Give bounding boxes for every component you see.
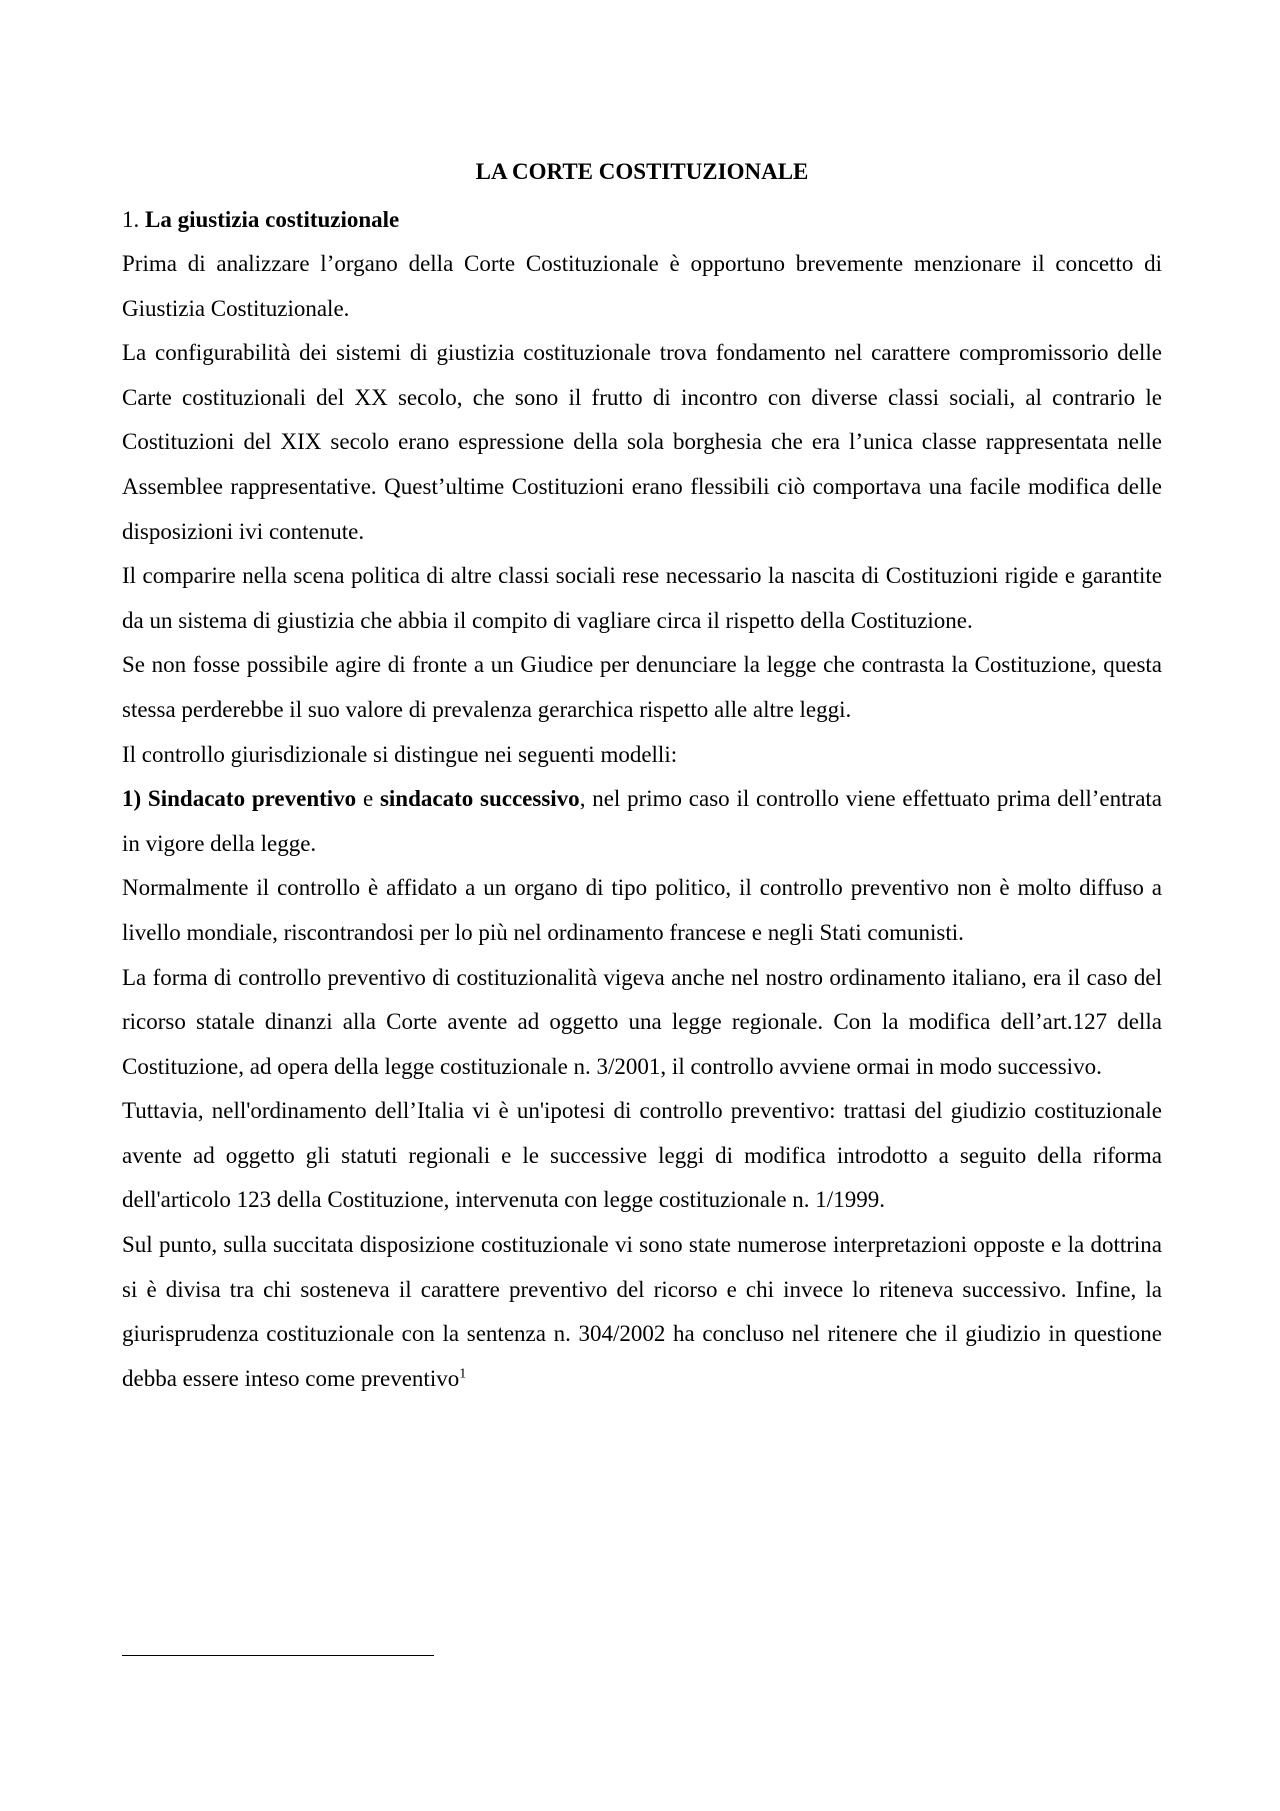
model-item-rest: , nel primo caso il controllo viene effettuato prima dell’entrata in vigore della legge. [122,786,1162,856]
paragraph-model-item [122,777,1162,866]
section-number: 1. [122,207,140,232]
model-item-connector: e [356,786,380,812]
paragraph-judge: Se non fosse possibile agire di fronte a un Giudice per denunciare la legge che contrasta la Costituzione, questa stessa perderebbe il suo valore di prevalenza gerarchica rispetto alle altre leggi. [122,652,1162,722]
paragraph-jurisprudence-text: Sul punto, sulla succitata disposizione costituzionale vi sono state numerose interpretazioni opposte e la dottrina si è divisa tra chi sosteneva il carattere preventivo del ricorso e chi invece lo riteneva successivo. Infine, la giurisprudenza costituzionale con la sentenza n. 304/2002 ha concluso nel ritenere che il giudizio in questione debba essere inteso come preventivo [122,1232,1162,1391]
document-title: LA CORTE COSTITUZIONALE [475,159,809,184]
paragraph-political-organ: Normalmente il controllo è affidato a un organo di tipo politico, il controllo preventivo non è molto diffuso a livello mondiale, riscontrandosi per lo più nel ordinamento francese e negli Stati comunisti. [122,875,1162,945]
section-heading [122,198,1162,242]
paragraph-rigid-constitutions: Il comparire nella scena politica di altre classi sociali rese necessario la nascita di Costituzioni rigide e garantite da un sistema di giustizia che abbia il compito di vagliare circa il rispetto della Costituzione. [122,563,1162,633]
section-heading-text: La giustizia costituzionale [145,207,400,232]
paragraph-intro: Prima di analizzare l’organo della Corte Costituzionale è opportuno brevemente menzionare il concetto di Giustizia Costituzionale. [122,251,1162,321]
paragraph-configurability: La configurabilità dei sistemi di giustizia costituzionale trova fondamento nel carattere compromissorio delle Carte costituzionali del XX secolo, che sono il frutto di incontro con diverse classi sociali, al contrario le Costituzioni del XIX secolo erano espressione della sola borghesia che era l’unica classe rappresentata nelle Assemblee rappresentative. Quest’ultime Costituzioni erano flessibili ciò comportava una facile modifica delle disposizioni ivi contenute. [122,340,1162,544]
model-item-bold-successive: sindacato successivo [379,786,580,812]
document-body [122,150,1162,1401]
model-item-bold-preventive: 1) Sindacato preventivo [122,786,357,812]
paragraph-regional-statutes: Tuttavia, nell'ordinamento dell’Italia vi è un'ipotesi di controllo preventivo: trattasi del giudizio costituzionale avente ad oggetto gli statuti regionali e le successive leggi di modifica introdotto a seguito della riforma dell'articolo 123 della Costituzione, intervenuta con legge costituzionale n. 1/1999. [122,1098,1162,1213]
footnote-reference: 1 [459,1366,467,1382]
paragraph-models-intro: Il controllo giurisdizionale si distingue nei seguenti modelli: [122,741,678,767]
footnote-separator [122,1655,434,1656]
paragraph-jurisprudence [122,1223,1162,1401]
paragraph-italian-order: La forma di controllo preventivo di costituzionalità vigeva anche nel nostro ordinamento italiano, era il caso del ricorso statale dinanzi alla Corte avente ad oggetto una legge regionale. Con la modifica dell’art.127 della Costituzione, ad opera della legge costituzionale n. 3/2001, il controllo avviene ormai in modo successivo. [122,964,1162,1079]
